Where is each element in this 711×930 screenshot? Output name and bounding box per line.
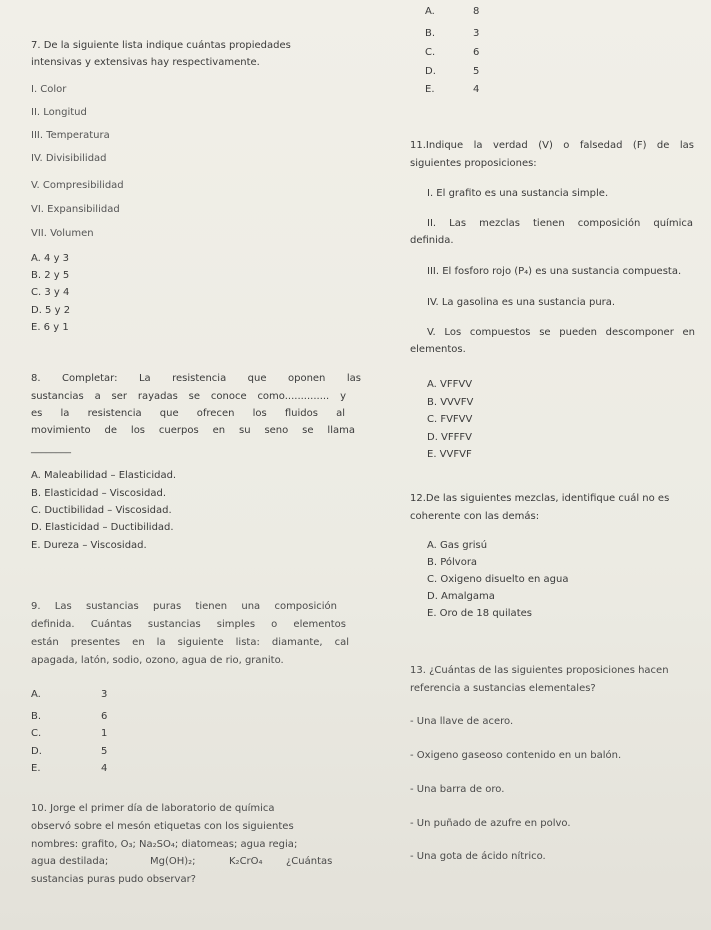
q6-option-value: 3 bbox=[473, 28, 480, 39]
q11-option: D. VFFFV bbox=[427, 432, 472, 443]
q12-option: C. Oxigeno disuelto en agua bbox=[427, 574, 569, 585]
q7-option: E. 6 y 1 bbox=[31, 322, 69, 333]
q7-item: I. Color bbox=[31, 84, 67, 95]
q8-text-line: movimiento de los cuerpos en su seno se llama bbox=[31, 425, 355, 436]
q8-option: A. Maleabilidad – Elasticidad. bbox=[31, 470, 177, 481]
q10-text-line: ¿Cuántas bbox=[286, 856, 333, 867]
q11-text-line: 11.Indique la verdad (V) o falsedad (F) de las bbox=[410, 140, 694, 151]
q7-option: D. 5 y 2 bbox=[31, 305, 71, 316]
q9-option-value: 4 bbox=[101, 763, 108, 774]
q11-proposition: IV. La gasolina es una sustancia pura. bbox=[427, 297, 616, 308]
q12-text-line: coherente con las demás: bbox=[410, 511, 540, 522]
q9-text-line: están presentes en la siguiente lista: diamante, cal bbox=[31, 637, 349, 648]
q11-option: C. FVFVV bbox=[427, 414, 473, 425]
q13-text-line: 13. ¿Cuántas de las siguientes proposiciones hacen bbox=[410, 665, 669, 676]
q10-text-line: sustancias puras pudo observar? bbox=[31, 874, 196, 885]
q13-item: - Una llave de acero. bbox=[410, 716, 514, 727]
q9-option-letter: D. bbox=[31, 746, 42, 757]
q11-proposition: V. Los compuestos se pueden descomponer en bbox=[427, 327, 695, 338]
q9-option-value: 6 bbox=[101, 711, 108, 722]
q12-option: D. Amalgama bbox=[427, 591, 495, 602]
q10-text-line: observó sobre el mesón etiquetas con los siguientes bbox=[31, 821, 294, 832]
q8-text-line: es la resistencia que ofrecen los fluidos al bbox=[31, 408, 345, 419]
q8-text-blank: ________ bbox=[31, 443, 71, 454]
q9-text-line: definida. Cuántas sustancias simples o elementos bbox=[31, 619, 346, 630]
q6-option-value: 4 bbox=[473, 84, 480, 95]
q11-proposition: III. El fosforo rojo (P₄) es una sustancia compuesta. bbox=[427, 266, 682, 277]
q10-text-line: 10. Jorge el primer día de laboratorio de química bbox=[31, 803, 275, 814]
q8-option: C. Ductibilidad – Viscosidad. bbox=[31, 505, 172, 516]
q11-option: E. VVFVF bbox=[427, 449, 472, 460]
q11-proposition: elementos. bbox=[410, 344, 466, 355]
q9-option-letter: E. bbox=[31, 763, 41, 774]
q10-text-line: nombres: grafito, O₃; Na₂SO₄; diatomeas; agua regia; bbox=[31, 839, 298, 850]
q6-option-value: 8 bbox=[473, 6, 480, 17]
q7-option: C. 3 y 4 bbox=[31, 287, 70, 298]
q12-text-line: 12.De las siguientes mezclas, identifique cuál no es bbox=[410, 493, 670, 504]
q6-option-letter: E. bbox=[425, 84, 435, 95]
q13-item: - Una barra de oro. bbox=[410, 784, 505, 795]
q9-text-line: apagada, latón, sodio, ozono, agua de rio, granito. bbox=[31, 655, 284, 666]
q7-option: A. 4 y 3 bbox=[31, 253, 70, 264]
q9-text-line: 9. Las sustancias puras tienen una composición bbox=[31, 601, 337, 612]
q7-text-line: intensivas y extensivas hay respectivamente. bbox=[31, 57, 260, 68]
q11-option: B. VVVFV bbox=[427, 397, 474, 408]
q9-option-value: 3 bbox=[101, 689, 108, 700]
q10-text-line: Mg(OH)₂; bbox=[150, 856, 196, 867]
q13-item: - Un puñado de azufre en polvo. bbox=[410, 818, 571, 829]
q9-option-letter: C. bbox=[31, 728, 42, 739]
q12-option: B. Pólvora bbox=[427, 557, 478, 568]
q9-option-value: 1 bbox=[101, 728, 108, 739]
q8-text-line: sustancias a ser rayadas se conoce como.............. y bbox=[31, 391, 346, 402]
q7-item: II. Longitud bbox=[31, 107, 87, 118]
q6-option-letter: C. bbox=[425, 47, 436, 58]
q6-option-value: 5 bbox=[473, 66, 480, 77]
q6-option-letter: D. bbox=[425, 66, 436, 77]
q6-option-letter: A. bbox=[425, 6, 435, 17]
q11-text-line: siguientes proposiciones: bbox=[410, 158, 537, 169]
q8-option: D. Elasticidad – Ductibilidad. bbox=[31, 522, 174, 533]
q7-item: VI. Expansibilidad bbox=[31, 204, 120, 215]
q11-proposition: I. El grafito es una sustancia simple. bbox=[427, 188, 609, 199]
q9-option-value: 5 bbox=[101, 746, 108, 757]
q8-option: E. Dureza – Viscosidad. bbox=[31, 540, 147, 551]
q7-item: V. Compresibilidad bbox=[31, 180, 124, 191]
q12-option: A. Gas grisú bbox=[427, 540, 488, 551]
q11-option: A. VFFVV bbox=[427, 379, 473, 390]
q7-option: B. 2 y 5 bbox=[31, 270, 70, 281]
q8-option: B. Elasticidad – Viscosidad. bbox=[31, 488, 167, 499]
q7-item: III. Temperatura bbox=[31, 130, 110, 141]
q13-text-line: referencia a sustancias elementales? bbox=[410, 683, 596, 694]
q11-proposition: II. Las mezclas tienen composición química bbox=[427, 218, 693, 229]
q13-item: - Oxigeno gaseoso contenido en un balón. bbox=[410, 750, 622, 761]
q13-item: - Una gota de ácido nítrico. bbox=[410, 851, 546, 862]
q7-item: IV. Divisibilidad bbox=[31, 153, 107, 164]
q11-proposition: definida. bbox=[410, 235, 454, 246]
q10-text-line: K₂CrO₄ bbox=[229, 856, 263, 867]
q10-text-line: agua destilada; bbox=[31, 856, 109, 867]
q7-text-line: 7. De la siguiente lista indique cuántas propiedades bbox=[31, 40, 291, 51]
q9-option-letter: A. bbox=[31, 689, 41, 700]
q6-option-value: 6 bbox=[473, 47, 480, 58]
q12-option: E. Oro de 18 quilates bbox=[427, 608, 532, 619]
q8-text-line: 8. Completar: La resistencia que oponen las bbox=[31, 373, 361, 384]
q9-option-letter: B. bbox=[31, 711, 42, 722]
q7-item: VII. Volumen bbox=[31, 228, 94, 239]
q6-option-letter: B. bbox=[425, 28, 436, 39]
